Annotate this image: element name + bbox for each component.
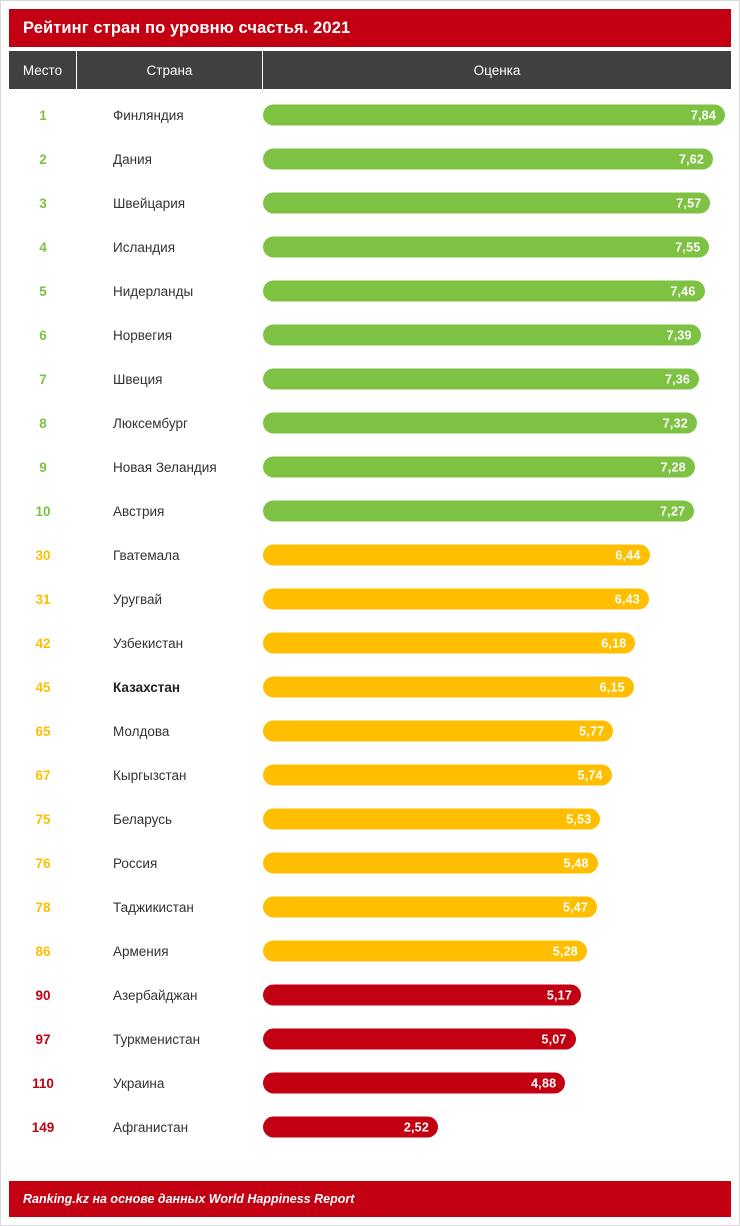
score-bar xyxy=(263,105,725,126)
country-cell: Норвегия xyxy=(113,327,173,343)
country-cell: Уругвай xyxy=(113,591,163,607)
source-bar xyxy=(9,1181,731,1217)
bar-track xyxy=(263,709,731,753)
score-value: 5,07 xyxy=(541,1032,567,1046)
table-row xyxy=(9,137,731,181)
table-row xyxy=(9,841,731,885)
score-value: 7,57 xyxy=(676,196,702,210)
country-cell: Швейцария xyxy=(113,195,186,211)
rank-cell: 4 xyxy=(39,239,47,255)
country-cell: Нидерланды xyxy=(113,283,194,299)
bar-track xyxy=(263,225,731,269)
score-value: 7,28 xyxy=(660,460,686,474)
score-bar xyxy=(263,985,581,1006)
score-bar xyxy=(263,325,701,346)
score-value: 7,36 xyxy=(664,372,691,386)
score-value: 7,27 xyxy=(660,504,686,518)
page-title: Рейтинг стран по уровню счастья. 2021 xyxy=(23,18,351,37)
score-value: 5,74 xyxy=(577,768,603,782)
score-bar xyxy=(263,721,613,742)
table-row xyxy=(9,1105,731,1149)
score-value: 5,77 xyxy=(579,724,605,738)
table-row xyxy=(9,269,731,313)
column-headers xyxy=(9,51,731,89)
table-row xyxy=(9,797,731,841)
bar-track xyxy=(263,93,731,137)
chart-title-bar xyxy=(9,9,731,47)
column-header-score: Оценка xyxy=(263,51,731,89)
bar-track xyxy=(263,137,731,181)
rank-cell: 76 xyxy=(35,855,51,871)
rank-cell: 78 xyxy=(35,899,51,915)
score-bar xyxy=(263,237,709,258)
rank-cell: 8 xyxy=(39,415,47,431)
score-bar xyxy=(263,457,695,478)
rank-cell: 6 xyxy=(39,327,47,343)
country-cell: Гватемала xyxy=(113,547,180,563)
rank-cell: 1 xyxy=(39,107,47,123)
bar-track xyxy=(263,841,731,885)
table-row xyxy=(9,401,731,445)
rank-cell: 5 xyxy=(39,283,47,299)
score-bar xyxy=(263,633,635,654)
rank-cell: 3 xyxy=(39,195,47,211)
score-value: 6,15 xyxy=(599,680,625,694)
table-row xyxy=(9,93,731,137)
country-cell: Исландия xyxy=(113,239,176,255)
score-value: 6,44 xyxy=(615,548,641,562)
country-cell: Дания xyxy=(113,151,152,167)
score-bar xyxy=(263,149,713,170)
bar-track xyxy=(263,621,731,665)
score-value: 2,52 xyxy=(403,1120,429,1134)
table-row xyxy=(9,1017,731,1061)
score-bar xyxy=(263,941,587,962)
table-row xyxy=(9,885,731,929)
table-row xyxy=(9,929,731,973)
score-value: 6,18 xyxy=(601,636,627,650)
table-row xyxy=(9,709,731,753)
rank-cell: 10 xyxy=(35,503,51,519)
bar-track xyxy=(263,269,731,313)
score-bar xyxy=(263,853,598,874)
ranking-rows xyxy=(9,89,731,1149)
score-bar xyxy=(263,897,597,918)
rank-cell: 7 xyxy=(39,371,47,387)
rank-cell: 97 xyxy=(35,1031,51,1047)
score-value: 6,43 xyxy=(614,592,640,606)
column-header-country: Страна xyxy=(77,51,263,89)
bar-track xyxy=(263,885,731,929)
bar-track xyxy=(263,577,731,621)
column-header-rank: Место xyxy=(9,51,77,89)
rank-cell: 75 xyxy=(35,811,51,827)
table-row xyxy=(9,357,731,401)
rank-cell: 9 xyxy=(39,459,47,475)
bar-track xyxy=(263,445,731,489)
rank-cell: 67 xyxy=(35,767,51,783)
score-bar xyxy=(263,765,612,786)
rank-cell: 30 xyxy=(35,547,51,563)
country-cell: Армения xyxy=(113,943,169,959)
score-bar xyxy=(263,501,694,522)
country-cell: Беларусь xyxy=(113,811,173,827)
rank-cell: 149 xyxy=(31,1119,55,1135)
bar-track xyxy=(263,533,731,577)
rank-cell: 110 xyxy=(32,1075,54,1091)
score-value: 7,62 xyxy=(678,152,705,166)
country-cell: Афганистан xyxy=(113,1119,189,1135)
bar-track xyxy=(263,489,731,533)
rank-cell: 65 xyxy=(35,723,51,739)
bar-track xyxy=(263,797,731,841)
score-bar xyxy=(263,545,650,566)
table-row xyxy=(9,225,731,269)
bar-track xyxy=(263,753,731,797)
table-row xyxy=(9,313,731,357)
score-bar xyxy=(263,677,634,698)
score-value: 7,84 xyxy=(690,108,716,122)
rank-cell: 90 xyxy=(35,987,51,1003)
rank-cell: 42 xyxy=(35,635,51,651)
source-label: Ranking.kz на основе данных World Happiness Report xyxy=(23,1192,355,1206)
bar-track xyxy=(263,1061,731,1105)
bar-track xyxy=(263,1105,731,1149)
score-value: 5,17 xyxy=(546,988,572,1002)
score-bar xyxy=(263,413,697,434)
country-cell: Австрия xyxy=(113,503,165,519)
country-cell: Финляндия xyxy=(113,107,184,123)
country-cell: Россия xyxy=(113,855,158,871)
table-row xyxy=(9,445,731,489)
table-row xyxy=(9,665,731,709)
score-value: 7,46 xyxy=(670,284,696,298)
table-row xyxy=(9,577,731,621)
country-cell: Узбекистан xyxy=(113,635,184,651)
table-row xyxy=(9,1061,731,1105)
bar-track xyxy=(263,929,731,973)
country-cell: Молдова xyxy=(113,723,170,739)
score-value: 7,55 xyxy=(675,240,701,254)
score-bar xyxy=(263,1117,438,1138)
country-cell: Туркменистан xyxy=(113,1031,201,1047)
score-bar xyxy=(263,589,649,610)
country-cell: Азербайджан xyxy=(113,987,198,1003)
bar-track xyxy=(263,665,731,709)
score-bar xyxy=(263,193,710,214)
country-cell: Швеция xyxy=(113,371,163,387)
table-row xyxy=(9,489,731,533)
score-bar xyxy=(263,369,699,390)
table-row xyxy=(9,973,731,1017)
table-row xyxy=(9,621,731,665)
table-row xyxy=(9,753,731,797)
score-value: 5,28 xyxy=(552,944,578,958)
score-value: 5,48 xyxy=(563,856,589,870)
rank-cell: 31 xyxy=(35,591,51,607)
rank-cell: 45 xyxy=(35,679,51,695)
score-value: 4,88 xyxy=(531,1076,557,1090)
country-cell: Таджикистан xyxy=(113,899,194,915)
score-value: 5,53 xyxy=(566,812,592,826)
country-cell: Казахстан xyxy=(113,679,181,695)
country-cell: Украина xyxy=(113,1075,165,1091)
score-bar xyxy=(263,281,705,302)
bar-track xyxy=(263,313,731,357)
rank-cell: 86 xyxy=(35,943,51,959)
bar-track xyxy=(263,401,731,445)
bar-track xyxy=(263,357,731,401)
bar-track xyxy=(263,973,731,1017)
score-value: 5,47 xyxy=(562,900,589,914)
rank-cell: 2 xyxy=(39,151,47,167)
table-row xyxy=(9,533,731,577)
bar-track xyxy=(263,1017,731,1061)
score-bar xyxy=(263,1029,576,1050)
score-bar xyxy=(263,809,600,830)
score-value: 7,32 xyxy=(662,416,688,430)
table-row xyxy=(9,181,731,225)
score-bar xyxy=(263,1073,565,1094)
country-cell: Люксембург xyxy=(113,415,188,431)
country-cell: Кыргызстан xyxy=(113,767,187,783)
bar-track xyxy=(263,181,731,225)
score-value: 7,39 xyxy=(666,328,692,342)
country-cell: Новая Зеландия xyxy=(113,459,217,475)
